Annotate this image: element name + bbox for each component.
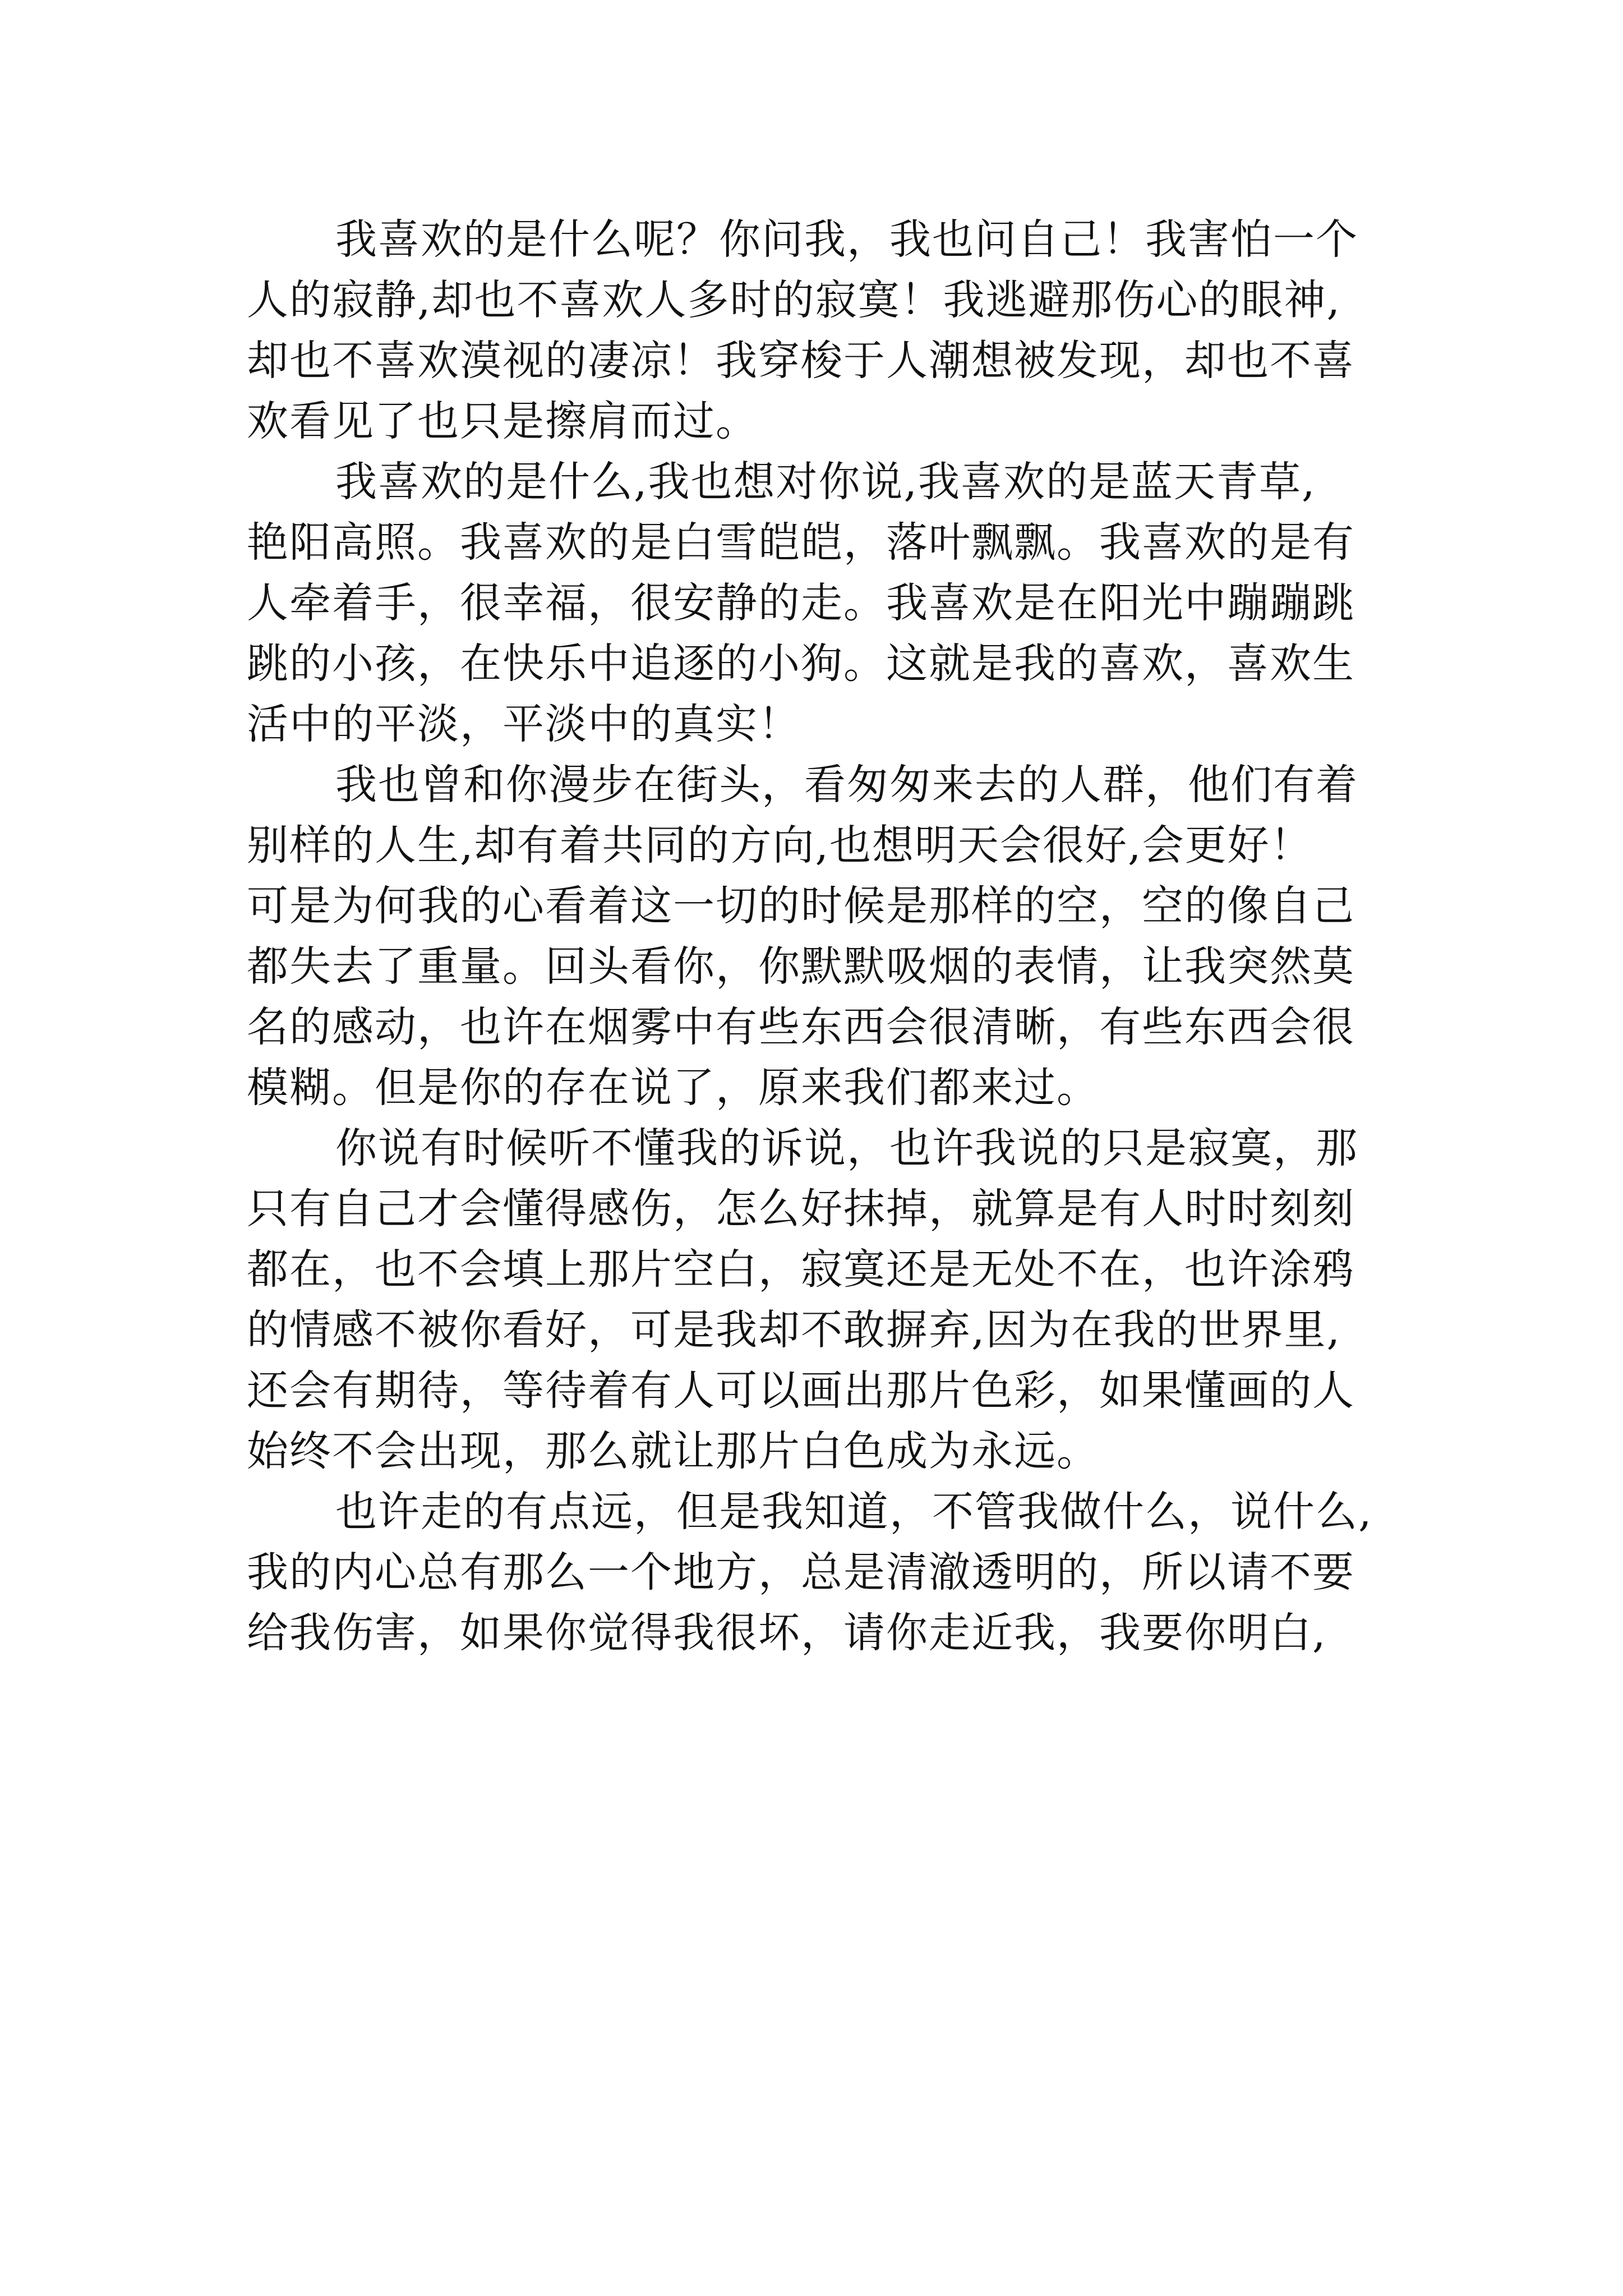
paragraph-5-line-3: 给我伤害，如果你觉得我很坏，请你走近我，我要你明白, <box>247 1609 1327 1657</box>
paragraph-3-line-2: 别样的人生,却有着共同的方向,也想明天会很好,会更好！ <box>247 821 1313 869</box>
paragraph-2-line-1: 我喜欢的是什么,我也想对你说,我喜欢的是蓝天青草, <box>335 458 1316 506</box>
paragraph-2-line-3: 人牵着手，很幸福，很安静的走。我喜欢是在阳光中蹦蹦跳 <box>247 579 1355 627</box>
paragraph-2-line-4: 跳的小孩，在快乐中追逐的小狗。这就是我的喜欢，喜欢生 <box>247 639 1355 688</box>
paragraph-3-line-4: 都失去了重量。回头看你，你默默吸烟的表情，让我突然莫 <box>247 942 1355 991</box>
paragraph-4-line-2: 只有自己才会懂得感伤，怎么好抹掉，就算是有人时时刻刻 <box>247 1185 1355 1233</box>
paragraph-4-line-5: 还会有期待，等待着有人可以画出那片色彩，如果懂画的人 <box>247 1366 1355 1415</box>
paragraph-3-line-6: 模糊。但是你的存在说了，原来我们都来过。 <box>247 1064 1099 1112</box>
paragraph-1-line-3: 却也不喜欢漠视的凄凉！我穿梭于人潮想被发现，却也不喜 <box>247 337 1355 385</box>
paragraph-4-line-3: 都在，也不会填上那片空白，寂寞还是无处不在，也许涂鸦 <box>247 1245 1355 1294</box>
paragraph-4-line-1: 你说有时候听不懂我的诉说，也许我说的只是寂寞，那 <box>335 1124 1358 1172</box>
paragraph-4-line-6: 始终不会出现，那么就让那片白色成为永远。 <box>247 1427 1099 1475</box>
paragraph-1-line-4: 欢看见了也只是擦肩而过。 <box>247 397 758 445</box>
paragraph-3-line-1: 我也曾和你漫步在街头，看匆匆来去的人群，他们有着 <box>335 761 1358 809</box>
paragraph-3-line-5: 名的感动，也许在烟雾中有些东西会很清晰，有些东西会很 <box>247 1003 1355 1051</box>
paragraph-2-line-5: 活中的平淡，平淡中的真实！ <box>247 700 801 748</box>
paragraph-1-line-1: 我喜欢的是什么呢？你问我，我也问自己！我害怕一个 <box>335 215 1358 264</box>
paragraph-3-line-3: 可是为何我的心看着这一切的时候是那样的空，空的像自己 <box>247 882 1355 930</box>
paragraph-5-line-1: 也许走的有点远，但是我知道，不管我做什么，说什么, <box>335 1488 1373 1536</box>
paragraph-5-line-2: 我的内心总有那么一个地方，总是清澈透明的，所以请不要 <box>247 1548 1355 1596</box>
paragraph-4-line-4: 的情感不被你看好，可是我却不敢摒弃,因为在我的世界里, <box>247 1306 1341 1354</box>
paragraph-1-line-2: 人的寂静,却也不喜欢人多时的寂寞！我逃避那伤心的眼神, <box>247 276 1341 324</box>
paragraph-2-line-2: 艳阳高照。我喜欢的是白雪皑皑，落叶飘飘。我喜欢的是有 <box>247 518 1355 567</box>
